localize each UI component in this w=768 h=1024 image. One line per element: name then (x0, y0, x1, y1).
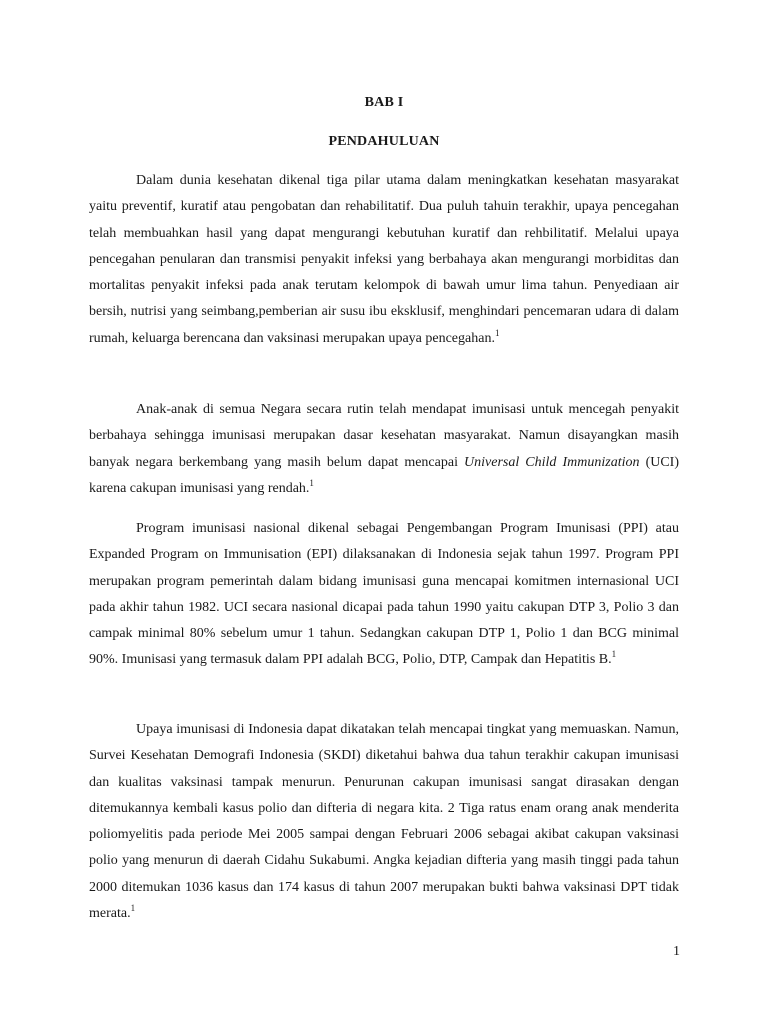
paragraph-upaya-imunisasi (89, 717, 679, 927)
footnote-ref: 1 (130, 903, 136, 914)
paragraph-imunisasi-anak (89, 397, 679, 502)
page-number: 1 (673, 944, 680, 959)
chapter-title: PENDAHULUAN (328, 134, 440, 149)
footnote-ref: 1 (611, 649, 617, 660)
footnote-ref: 1 (309, 477, 314, 488)
paragraph-text: Upaya imunisasi di Indonesia dapat dikatakan telah mencapai tingkat yang memuaskan. Namun, Survei Kesehatan Demografi Indonesia (SKDI) diketahui bahwa dua tahun terakhir cakupan imunisasi dan kualitas vaksinasi tampak menurun. Penurunan cakupan imunisasi sangat dirasakan dengan ditemukannya kembali kasus polio dan difteria di negara kita. 2 Tiga ratus enam orang anak menderita poliomyelitis pada periode Mei 2005 sampai dengan Februari 2006 sebagai akibat cakupan vaksinasi polio yang menurun di daerah Cidahu Sukabumi. Angka kejadian difteria yang masih tinggi pada tahun 2000 ditemukan 1036 kasus dan 174 kasus di tahun 2007 merupakan bukti bahwa vaksinasi DPT tidak merata. (89, 722, 679, 922)
paragraph-text: Program imunisasi nasional dikenal sebagai Pengembangan Program Imunisasi (PPI) atau Expanded Program on Immunisation (EPI) dilaksanakan di Indonesia sejak tahun 1997. Program PPI merupakan program pemerintah dalam bidang imunisasi guna mencapai komitmen internasional UCI pada akhir tahun 1982. UCI secara nasional dicapai pada tahun 1990 yaitu cakupan DTP 3, Polio 3 dan campak minimal 80% sebelum umur 1 tahun. Sedangkan cakupan DTP 1, Polio 1 dan BCG minimal 90%. Imunisasi yang termasuk dalam PPI adalah BCG, Polio, DTP, Campak dan Hepatitis B. (89, 521, 679, 668)
chapter-label: BAB I (364, 95, 404, 110)
paragraph-program-ppi (89, 516, 679, 674)
paragraph-text: (UCI) karena cakupan imunisasi yang rendah. (89, 454, 679, 496)
italic-term: Universal Child Immunization (464, 454, 640, 470)
footnote-ref: 1 (494, 327, 500, 338)
paragraph-text: Dalam dunia kesehatan dikenal tiga pilar utama dalam meningkatkan kesehatan masyarakat yaitu preventif, kuratif atau pengobatan dan rehabilitatif. Dua puluh tahuin terakhir, upaya pencegahan telah membuahkan hasil yang dapat mengurangi kebutuhan kuratif dan rehbilitatif. Melalui upaya pencegahan penularan dan transmisi penyakit infeksi yang berbahaya akan mengurangi morbiditas dan mortalitas penyakit infeksi pada anak terutam kelompok di bawah umur lima tahun. Penyediaan air bersih, nutrisi yang seimbang,pemberian air susu ibu eksklusif, menghindari pencemaran udara di dalam rumah, keluarga berencana dan vaksinasi merupakan upaya pencegahan. (89, 173, 679, 346)
paragraph-pilar-kesehatan (89, 168, 679, 352)
paragraph-text: Anak-anak di semua Negara secara rutin telah mendapat imunisasi untuk mencegah penyakit berbahaya sehingga imunisasi merupakan dasar kesehatan masyarakat. Namun disayangkan masih banyak negara berkembang yang masih belum dapat mencapai (89, 402, 679, 470)
